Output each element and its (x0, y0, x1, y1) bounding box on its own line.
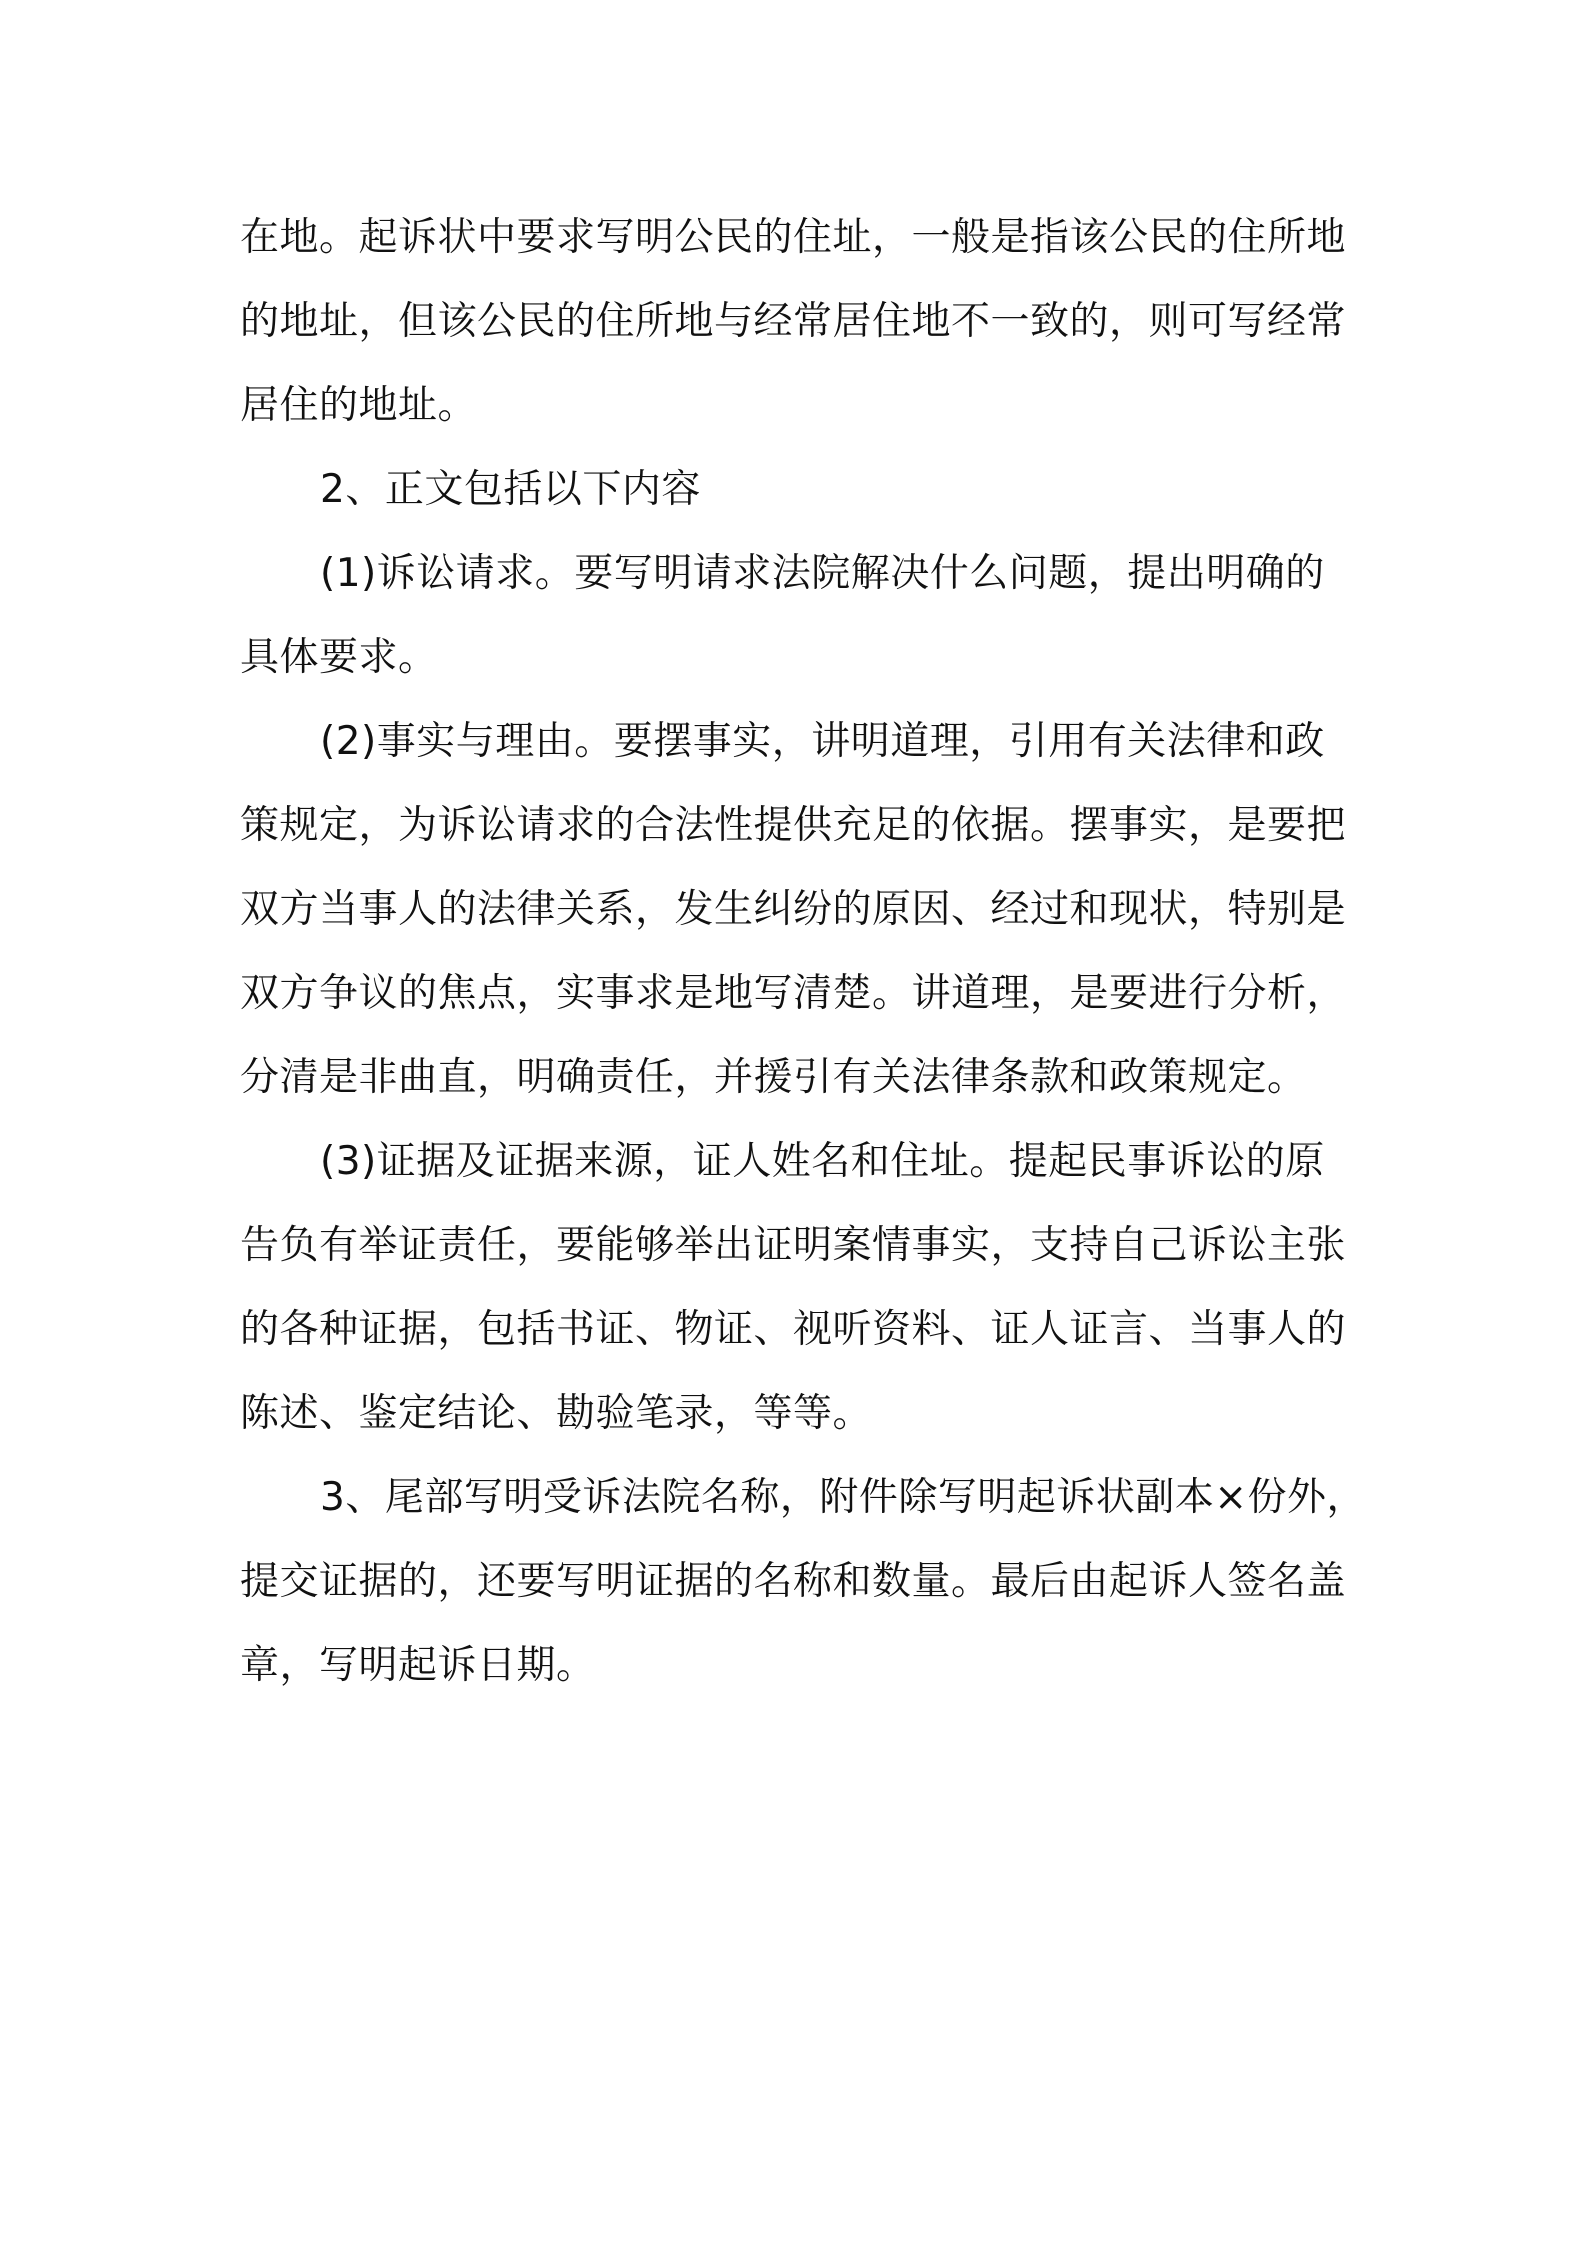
text-line: 具体要求。 (240, 635, 438, 680)
text-line: 告负有举证责任，要能够举出证明案情事实，支持自己诉讼主张 (240, 1223, 1347, 1268)
text-line: 的各种证据，包括书证、物证、视听资料、证人证言、当事人的 (240, 1307, 1347, 1352)
text-line: 双方争议的焦点，实事求是地写清楚。讲道理，是要进行分析， (240, 971, 1347, 1016)
text-line: 章，写明起诉日期。 (240, 1643, 596, 1688)
text-line: 策规定，为诉讼请求的合法性提供充足的依据。摆事实，是要把 (240, 803, 1347, 848)
text-line: 居住的地址。 (240, 383, 478, 428)
document-page (240, 196, 1366, 1708)
text-line: 的地址，但该公民的住所地与经常居住地不一致的，则可写经常 (240, 299, 1347, 344)
section-heading: 2、正文包括以下内容 (320, 467, 701, 512)
text-line: 在地。起诉状中要求写明公民的住址，一般是指该公民的住所地 (240, 215, 1347, 260)
text-line: 分清是非曲直，明确责任，并援引有关法律条款和政策规定。 (240, 1055, 1307, 1100)
text-line: 陈述、鉴定结论、勘验笔录，等等。 (240, 1391, 873, 1436)
text-line: (1)诉讼请求。要写明请求法院解决什么问题，提出明确的 (320, 551, 1325, 596)
section-heading: 3、尾部写明受诉法院名称，附件除写明起诉状副本×份外， (320, 1475, 1366, 1520)
text-line: 提交证据的，还要写明证据的名称和数量。最后由起诉人签名盖 (240, 1559, 1347, 1604)
text-line: (2)事实与理由。要摆事实，讲明道理，引用有关法律和政 (320, 719, 1325, 764)
text-line: 双方当事人的法律关系，发生纠纷的原因、经过和现状，特别是 (240, 887, 1347, 932)
text-line: (3)证据及证据来源，证人姓名和住址。提起民事诉讼的原 (320, 1139, 1325, 1184)
